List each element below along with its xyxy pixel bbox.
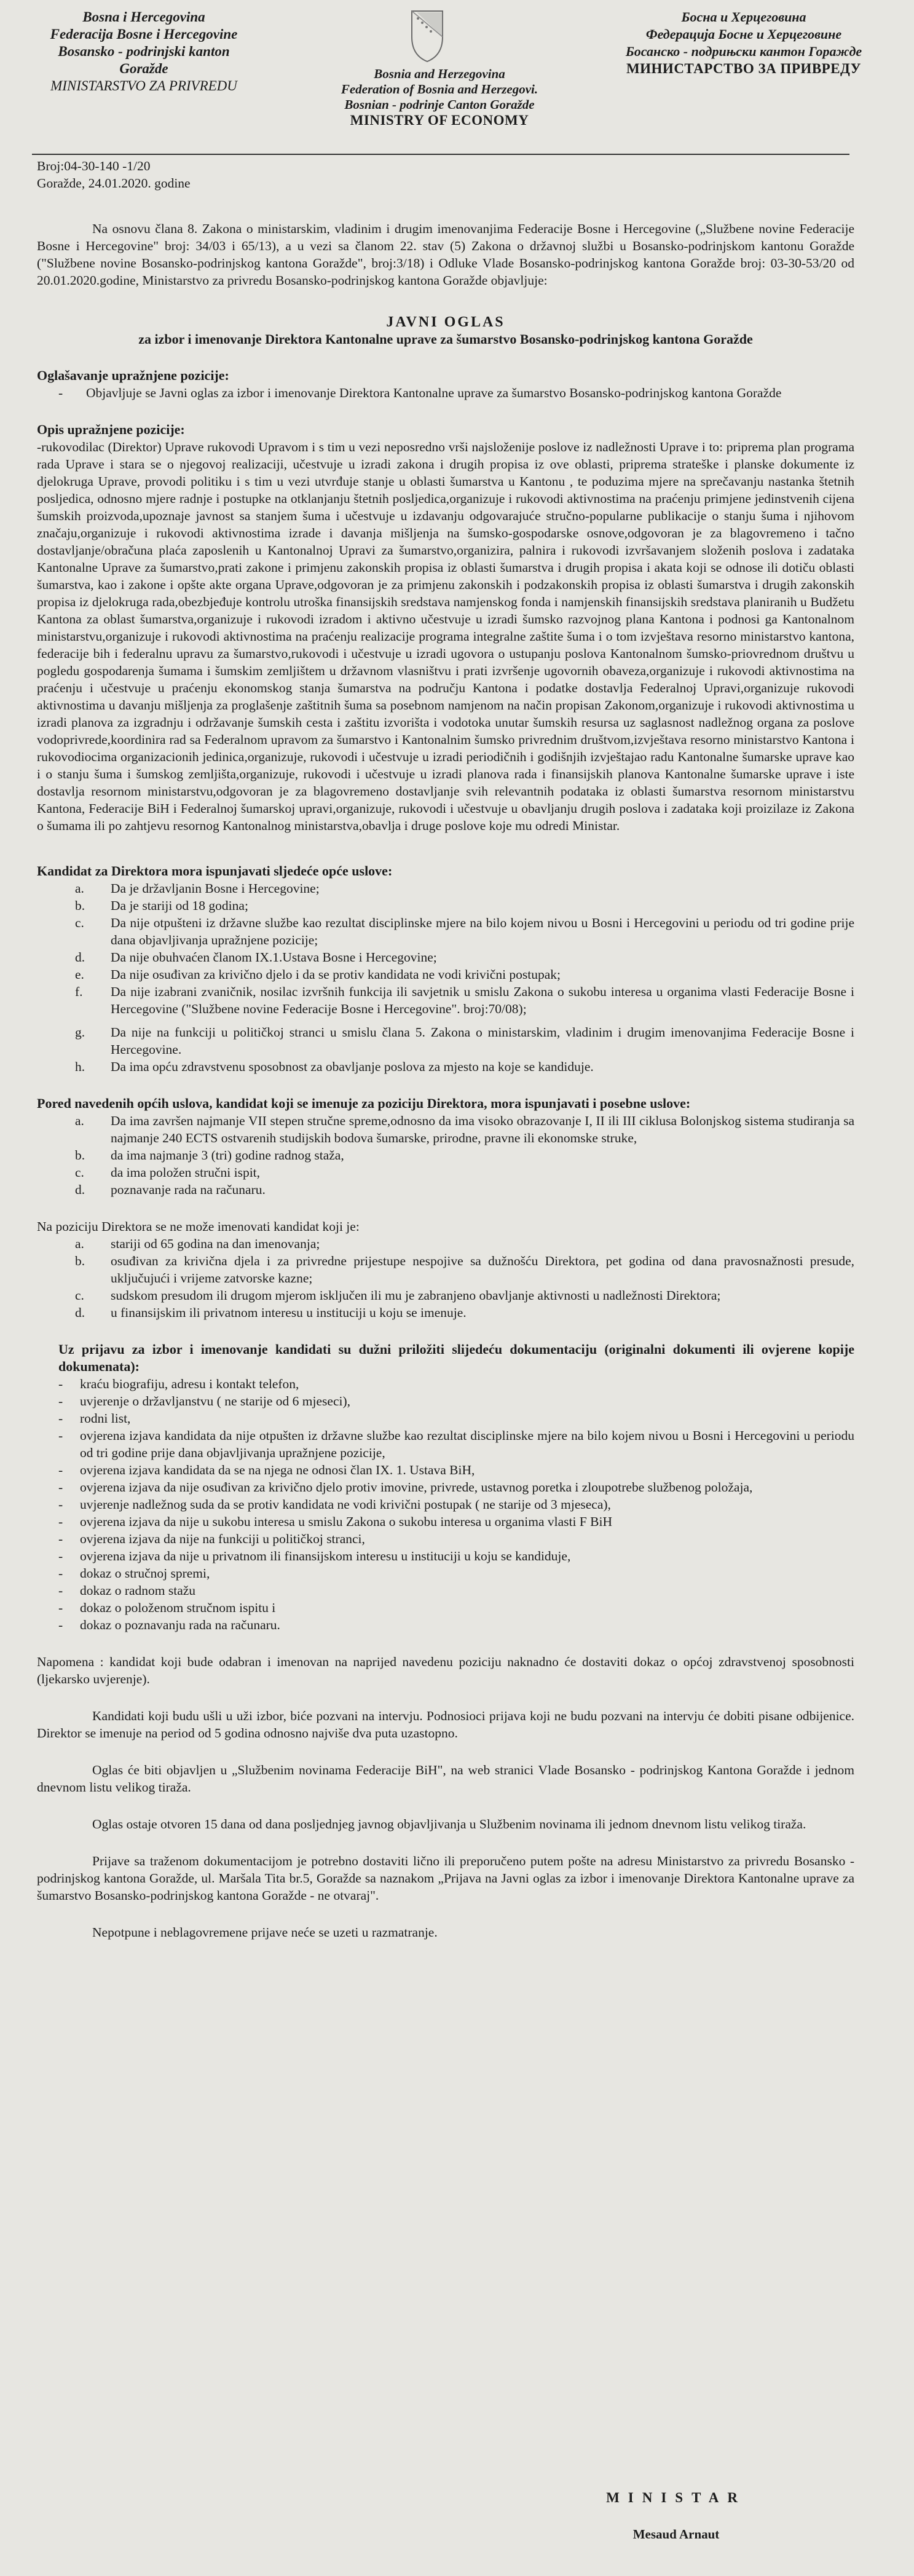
header-center-line-4: MINISTRY OF ECONOMY	[350, 113, 529, 128]
header-left-line-5: MINISTARSTVO ZA PRIVREDU	[50, 78, 237, 93]
paragraph-publication: Oglas će biti objavljen u „Službenim novinama Federacije BiH", na web stranici Vlade Bosansko - podrinjskog Kantona Goražde i jednom dnevnom listu velikog tiraža.	[37, 1763, 854, 1795]
header-right-line-2: Федерација Босне и Херцеговине	[645, 26, 842, 42]
list-item: c. sudskom presudom ili drugom mjerom isključen ili mu je zabranjeno obavljanje aktivnosti u nadležnosti Direktora;	[75, 1288, 721, 1303]
documents-list	[37, 1375, 854, 1634]
list-item: h. Da ima opću zdravstvenu sposobnost za obavljanje poslova za mjesto na koje se kandiduje.	[75, 1059, 594, 1074]
signature-name: Mesaud Arnaut	[632, 2527, 720, 2542]
place-date: Goražde, 24.01.2020. godine	[37, 176, 191, 191]
header-right-line-4: МИНИСТАРСТВО ЗА ПРИВРЕДУ	[626, 61, 862, 76]
list-item: b. Da je stariji od 18 godina;	[75, 898, 248, 913]
list-item: - dokaz o stručnoj spremi,	[58, 1566, 210, 1581]
intro-paragraph: Na osnovu člana 8. Zakona o ministarskim, vladinim i drugim imenovanjima Federacije Bosne i Hercegovine („Službene novine Federacije Bosne i Hercegovine" broj: 34/03 i 65/13), a u vezi sa članom 22. stav (5) Zakona o državnoj službi u Bosansko-podrinjskom kantonu Goražde ("Službene novine Bosansko-podrinjskog kantona Goražde", broj:3/18) i Odluke Vlade Bosansko-podrinjskog kantona Goražde broj: 03-30-53/20 od 20.01.2020.godine, Ministarstvo za privredu Bosansko-podrinjskog kantona Goražde objavljuje:	[37, 221, 854, 288]
list-item: - ovjerena izjava da nije u privatnom ili finansijskom interesu u instituciji u koju se kandiduje,	[58, 1549, 571, 1563]
header-divider	[32, 154, 849, 155]
list-item: - uvjerenje o državljanstvu ( ne starije od 6 mjeseci),	[58, 1394, 350, 1409]
list-item: - ovjerena izjava da nije na funkciji u političkoj stranci,	[58, 1531, 365, 1546]
list-item: d. Da nije obuhvaćen članom IX.1.Ustava Bosne i Hercegovine;	[75, 950, 437, 965]
list-item: e. Da nije osuđivan za krivično djelo i da se protiv kandidata ne vodi krivični postupak;	[75, 967, 561, 982]
notice-title-main: JAVNI OGLAS	[386, 314, 505, 330]
list-item: - kraću biografiju, adresu i kontakt telefon,	[58, 1377, 299, 1391]
paragraph-interview: Kandidati koji budu ušli u uži izbor, biće pozvani na intervju. Podnosioci prijava koji ne budu pozvani na intervju će dobiti pisane odbijenice. Direktor se imenuje na period od 5 godina odnosno najviše dva puta uzastopno.	[37, 1709, 854, 1740]
section-heading-vacancy: Oglašavanje upražnjene pozicije:	[37, 368, 229, 383]
paragraph-incomplete: Nepotpune i neblagovremene prijave neće se uzeti u razmatranje.	[92, 1925, 438, 1940]
notice-title	[37, 314, 854, 347]
header-right-line-1: Босна и Херцеговина	[681, 9, 806, 25]
header-center	[317, 66, 562, 128]
notice-title-sub: za izbor i imenovanje Direktora Kantonalne uprave za šumarstvo Bosansko-podrinjskog kantona Goražde	[138, 331, 753, 347]
list-item: c. da ima položen stručni ispit,	[75, 1165, 261, 1180]
note-paragraph: Napomena : kandidat koji bude odabran i imenovan na naprijed navedenu poziciju naknadno će dostaviti dokaz o općoj zdravstvenoj sposobnosti (ljekarsko uvjerenje).	[37, 1654, 854, 1686]
list-item: c. Da nije otpušteni iz državne službe kao rezultat disciplinske mjere na bilo kojem nivou u Bosni i Hercegovini u periodu od tri godine prije dana objavljivanja upražnjene pozicije;	[75, 915, 854, 947]
list-item: - rodni list,	[58, 1411, 131, 1426]
exclusions-list	[37, 1235, 854, 1321]
list-item: a. Da je državljanin Bosne i Hercegovine;	[75, 881, 320, 896]
reference-number: Broj:04-30-140 -1/20	[37, 159, 151, 173]
list-item: b. da ima najmanje 3 (tri) godine radnog staža,	[75, 1148, 344, 1163]
paragraph-submission: Prijave sa traženom dokumentacijom je potrebno dostaviti lično ili preporučeno putem pošte na adresu Ministarstvo za privredu Bosansko - podrinjskog kantona Goražde, ul. Maršala Tita br.5, Goražde sa naznakom „Prijava na Javni oglas za izbor i imenovanje Direktora Kantonalne uprave za šumarstvo Bosansko-podrinjskog kantona Goražde - ne otvaraj".	[37, 1854, 854, 1903]
general-conditions-list	[37, 880, 854, 1075]
header-left-line-4: Goražde	[119, 61, 168, 76]
list-item: - dokaz o radnom stažu	[58, 1583, 196, 1598]
section-heading-description: Opis upražnjene pozicije:	[37, 422, 185, 437]
header-center-line-1: Bosnia and Herzegovina	[374, 66, 505, 81]
list-item: b. osuđivan za krivična djela i za privredne prijestupe nespojive sa dužnošću Direktora, pet godina od dana pravosnažnosti presude, uključujući i vrijeme zatvorske kazne;	[75, 1254, 854, 1286]
list-item: a. Da ima završen najmanje VII stepen stručne spreme,odnosno da ima visoko obrazovanje I, II ili III ciklusa Bolonjskog sistema studiranja sa najmanje 240 ECTS ostvarenih studijskih bodova šumarske, prirodne, pravne ili ekonomske struke,	[75, 1113, 854, 1145]
vacancy-list	[37, 384, 854, 401]
list-item: d. poznavanje rada na računaru.	[75, 1182, 266, 1197]
header-right	[590, 9, 897, 77]
header-left-line-3: Bosansko - podrinjski kanton	[58, 44, 230, 59]
list-item: - Objavljuje se Javni oglas za izbor i imenovanje Direktora Kantonalne uprave za šumarstvo Bosansko-podrinjskog kantona Goražde	[58, 385, 782, 400]
document-body	[37, 157, 854, 1941]
section-heading-exclusions: Na poziciju Direktora se ne može imenovati kandidat koji je:	[37, 1219, 360, 1234]
coat-of-arms-emblem	[387, 6, 467, 65]
header-left	[15, 9, 273, 95]
section-heading-general-conditions: Kandidat za Direktora mora ispunjavati sljedeće opće uslove:	[37, 863, 393, 879]
header-left-line-2: Federacija Bosne i Hercegovine	[50, 26, 238, 42]
list-item: a. stariji od 65 godina na dan imenovanja;	[75, 1236, 320, 1251]
signature-block	[553, 2490, 799, 2542]
paragraph-duration: Oglas ostaje otvoren 15 dana od dana posljednjeg javnog objavljivanja u Službenim novinama ili jednom dnevnom listu velikog tiraža.	[92, 1817, 806, 1831]
list-item: - dokaz o položenom stručnom ispitu i	[58, 1600, 276, 1615]
list-item: - dokaz o poznavanju rada na računaru.	[58, 1618, 280, 1632]
header-left-line-1: Bosna i Hercegovina	[82, 9, 205, 25]
list-item: - uvjerenje nadležnog suda da se protiv kandidata ne vodi krivični postupak ( ne starije od 3 mjeseca),	[58, 1497, 611, 1512]
list-item: - ovjerena izjava kandidata da se na njega ne odnosi član IX. 1. Ustava BiH,	[58, 1463, 475, 1477]
list-item: f. Da nije izabrani zvaničnik, nosilac izvršnih funkcija ili savjetnik u smislu Zakona o sukobu interesa u organima vlasti Federacije Bosne i Hercegovine ("Službene novine Federacije Bosne i Hercegovine". broj:70/08);	[75, 984, 854, 1016]
signature-title: MINISTAR	[606, 2490, 746, 2505]
header-center-line-2: Federation of Bosnia and Herzegovi.	[341, 82, 538, 97]
list-item: - ovjerena izjava da nije osuđivan za krivično djelo protiv imovine, privrede, ustavnog poretka i zloupotrebe službenog položaja,	[58, 1480, 753, 1495]
header-right-line-3: Босанско - подрињски кантон Горажде	[625, 44, 862, 59]
description-paragraph: -rukovodilac (Direktor) Uprave rukovodi Upravom i s tim u vezi neposredno vrši najsloženije poslove iz nadležnosti Uprave i to: priprema plan programa rada Uprave i stara se o njegovoj realizaciji, učestvuje u izradi zakona i drugih propisa iz ove oblasti, priprema strateške i planske dokumente iz djelokruga Uprave, provodi politiku i s tim u vezi utvrđuje stanje u oblasti šumarstva u Kantonu , te poduzima mjere na sprečavanju nastanka štetnih posljedica, odnosno mjere radnje i postupke na otklanjanju štetnih posljedica,organizuje i rukovodi aktivnostima na praćenju primjene jedinstvenih cijena šumskih proizvoda,upoznaje javnost sa stanjem šuma i učestvuje u izdavanju odgovarajuće stručno-popularne publikacije o stanju šuma i njihovom značaju,organizuje i rukovodi aktivnostima izrade i davanja mišljenja na šumsko-gospodarske osnove,odgovoran je za blagovremeno i tačno dostavljanje/obračuna plaća zaposlenih u Kantonalnoj Upravi za šumarstvo,organizira, palnira i rukovodi izvršavanjem složenih poslova i zadataka Kantonalne Uprave za šumarstvo,prati zakone i primjenu zakonskih propisa iz oblasti šumarstva i drugih propisa i akata koji se odnose ili dotiču oblasti šumarstva, kao i zakone i opšte akte organa Uprave,odgovoran je za primjenu zakonskih i podzakonskih propisa iz oblasti šumarstva i drugih zakonskih propisa iz djelokruga rada,obezbjeđuje kontrolu utroška finansijskih sredstava namjenskog fonda i namjenskih finansijskih sredstava planiranih u Budžetu Kantona za oblast šumarstva,organizuje i rukovodi izradom i aktivno učestvuje u izradi šumsko razvojnog plana Kantona i podnosi ga Kantonalnom ministarstvu,organizuje i rukovodi aktivnostima na praćenju realizacije programa integralne zaštite šuma i o tom izvještava resorno ministarstvo kantona, federacije bih i federalnu upravu za šumarstvo,rukovodi i učestvuje u izradi ugovora o ustupanju poslova Kantonalnom šumsko-priovrednom društvu u pogledu gospodarenja šumama i šumskim zemljištem u državnom vlasništvu i prati izvršenje ugovornih obaveza,organizuje i rukovodi aktivnostima na praćenju i učestvuje u praćenju ekonomskog stanja šumarstva na području Kantona i podatke dostavlja Federalnoj Upravi,organizuje rukovodi aktivnostima u davanju mišljenja za proglašenje zaštitnih šuma sa posebnom namjenom na način propisan Zakonom,organizuje i rukovodi aktivnostima u izradi planova za izgradnju i održavanje šumskih cesta i zaštitu izvorišta i vodotoka unutar šumskih resursa uz saglasnost nadležnog organa za poslove vodoprivrede,koordinira rad sa Federalnom upravom za šumarstvo i Kantonalnim šumsko privrednim društvom,izvještava resorno ministarstvo Kantona i rukovodiocima organizacionih jedinica,organizuje, rukovodi i učestvuje u izradi periodičnih i godišnjih izvještajao radu Kantonalne šumarske uprave kao i o stanju šuma i šumskog zemljišta,organizuje, rukovodi i učestvuje u izradi planova rada i finansijskih planova Kantonalne šumarske uprave i iste dostavlja resornom ministarstvu,odgovoran je za blagovremeno dostavljanje svih relevantnih podataka iz oblasti šumarstva resornom ministarstvu Kantona, Federacije BiH i Federalnoj šumarskoj upravi,organizuje, rukovodi i učestvuje u obavljanju drugih poslova i zadataka koji proizilaze iz Zakona o šumama ili po zahtjevu resornog Kantonalnog ministarstva,obavlja i druge poslove koje mu odredi Ministar.	[37, 440, 854, 833]
list-item: d. u finansijskim ili privatnom interesu u instituciji u koju se imenuje.	[75, 1305, 467, 1320]
list-item: g. Da nije na funkciji u političkoj stranci u smislu člana 5. Zakona o ministarskim, vladinim i drugim imenovanjima Federacije Bosne i Hercegovine.	[75, 1025, 854, 1057]
header-center-line-3: Bosnian - podrinje Canton Goražde	[344, 97, 535, 112]
section-heading-documents: Uz prijavu za izbor i imenovanje kandidati su dužni priložiti slijedeću dokumentaciju (originalni dokumenti ili ovjerene kopije dokumenata):	[58, 1341, 854, 1374]
special-conditions-list	[37, 1112, 854, 1198]
list-item: - ovjerena izjava kandidata da nije otpušten iz državne službe kao rezultat disciplinske mjere na bilo kojem nivou u Bosni i Hercegovini u periodu od tri godine prije dana objavljivanja upražnjene pozicije,	[58, 1428, 854, 1460]
list-item: - ovjerena izjava da nije u sukobu interesa u smislu Zakona o sukobu interesa u organima vlasti F BiH	[58, 1514, 612, 1529]
section-heading-special-conditions: Pored navedenih općih uslova, kandidat koji se imenuje za poziciju Direktora, mora ispunjavati i posebne uslove:	[37, 1096, 691, 1111]
